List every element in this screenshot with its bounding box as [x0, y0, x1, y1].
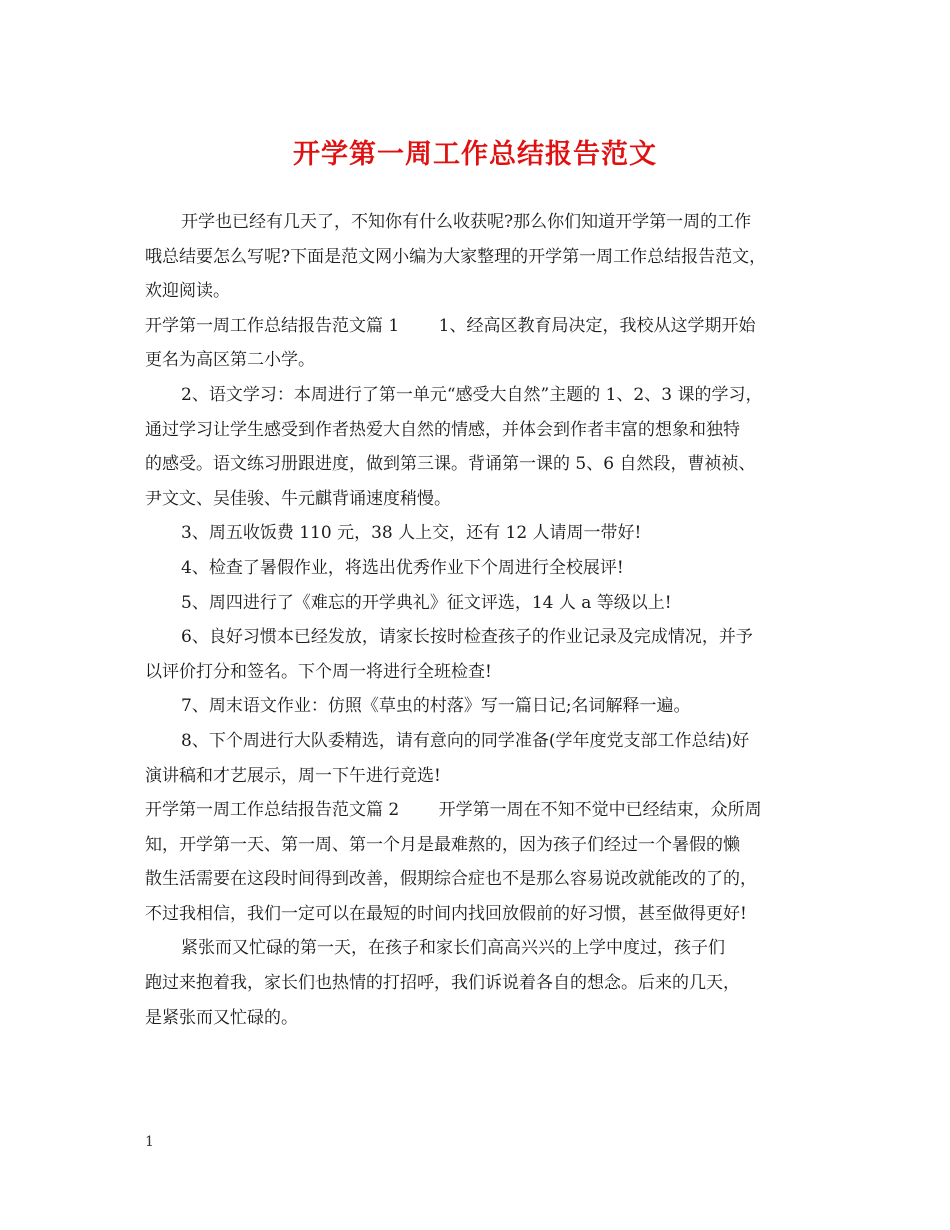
section-2-line: 开学第一周工作总结报告范文篇 2 开学第一周在不知不觉中已经结束，众所周 [145, 800, 762, 821]
intro-line: 欢迎阅读。 [145, 281, 230, 302]
intro-line: 开学也已经有几天了，不知你有什么收获呢?那么你们知道开学第一周的工作 [181, 212, 752, 232]
closing-line: 跑过来抱着我，家长们也热情的打招呼，我们诉说着各自的想念。后来的几天， [145, 973, 740, 994]
section-1-line: 更名为高区第二小学。 [145, 350, 315, 371]
section-1-line: 开学第一周工作总结报告范文篇 1 1、经高区教育局决定，我校从这学期开始 [145, 315, 756, 336]
intro-paragraph [145, 205, 809, 309]
item-8-paragraph [145, 724, 809, 793]
item-6-line: 以评价打分和签名。下个周一将进行全班检查! [145, 661, 492, 682]
document-title: 开学第一周工作总结报告范文 [293, 139, 657, 170]
item-2-line: 通过学习让学生感受到作者热爱大自然的情感，并体会到作者丰富的想象和独特 [145, 419, 740, 440]
section-2-paragraph [145, 793, 809, 931]
page-number: 1 [145, 1134, 154, 1150]
item-7-paragraph: 7、周末语文作业：仿照《草虫的村落》写一篇日记;名词解释一遍。 [181, 696, 691, 717]
item-6-line: 6、良好习惯本已经发放，请家长按时检查孩子的作业记录及完成情况，并予 [181, 627, 753, 648]
item-2-paragraph [145, 378, 809, 516]
item-3-paragraph: 3、周五收饭费 110 元，38 人上交，还有 12 人请周一带好! [181, 523, 642, 544]
item-2-line: 的感受。语文练习册跟进度，做到第三课。背诵第一课的 5、6 自然段，曹祯祯、 [145, 454, 756, 475]
intro-line: 哦总结要怎么写呢?下面是范文网小编为大家整理的开学第一周工作总结报告范文， [145, 246, 767, 267]
closing-line: 是紧张而又忙碌的。 [145, 1007, 298, 1028]
item-2-line: 尹文文、吴佳骏、牛元麒背诵速度稍慢。 [145, 488, 451, 509]
item-4-paragraph: 4、检查了暑假作业，将选出优秀作业下个周进行全校展评! [181, 557, 624, 578]
section-1-paragraph [145, 309, 809, 378]
section-2-line: 不过我相信，我们一定可以在最短的时间内找回放假前的好习惯，甚至做得更好! [145, 903, 747, 924]
item-8-line: 8、下个周进行大队委精选，请有意向的同学准备(学年度党支部工作总结)好 [181, 730, 750, 751]
section-2-line: 知，开学第一天、第一周、第一个月是最难熬的，因为孩子们经过一个暑假的懒 [145, 834, 740, 855]
section-2-line: 散生活需要在这段时间得到改善，假期综合症也不是那么容易说改就能改的了的， [145, 869, 757, 890]
item-2-line: 2、语文学习：本周进行了第一单元“感受大自然”主题的 1、2、3 课的学习， [181, 384, 763, 405]
closing-paragraph [145, 931, 809, 1035]
document-body [145, 205, 809, 1035]
item-8-line: 演讲稿和才艺展示，周一下午进行竞选! [145, 765, 441, 786]
closing-line: 紧张而又忙碌的第一天，在孩子和家长们高高兴兴的上学中度过，孩子们 [181, 938, 725, 959]
item-6-paragraph [145, 620, 809, 689]
item-5-paragraph: 5、周四进行了《难忘的开学典礼》征文评选，14 人 a 等级以上! [181, 592, 672, 613]
